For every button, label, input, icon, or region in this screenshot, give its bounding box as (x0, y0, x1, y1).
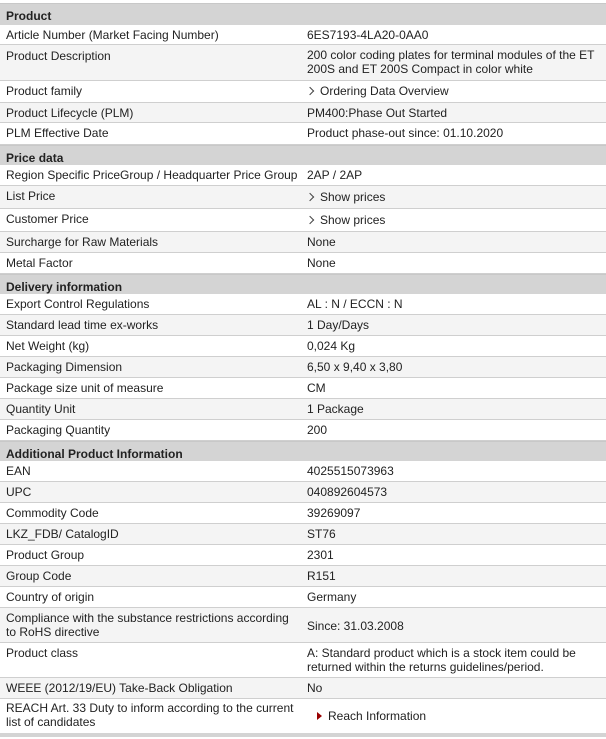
row-value: 2301 (307, 548, 334, 562)
row-label: Compliance with the substance restrictions according to RoHS directive (6, 611, 289, 639)
link-text: Reach Information (328, 709, 427, 723)
row-value: A: Standard product which is a stock item could be returned within the returns guidelines/period. (307, 646, 576, 674)
row-value: 040892604573 (307, 485, 388, 499)
row-net-weight (0, 336, 606, 357)
reach-information-link[interactable] (307, 709, 601, 723)
row-article-number (0, 25, 606, 45)
chevron-right-icon (306, 87, 314, 95)
customer-price-show-prices-link[interactable] (307, 213, 601, 227)
row-value: 6,50 x 9,40 x 3,80 (307, 360, 403, 374)
row-plm-effective-date (0, 123, 606, 145)
link-text: Ordering Data Overview (320, 84, 449, 98)
row-value: PM400:Phase Out Started (307, 106, 448, 120)
row-weee-obligation (0, 678, 606, 699)
row-value: Germany (307, 590, 357, 604)
row-value: 39269097 (307, 506, 361, 520)
row-label: Product class (6, 646, 79, 660)
row-value: 200 (307, 423, 328, 437)
row-value: 1 Package (307, 402, 364, 416)
row-ean (0, 461, 606, 482)
row-value: 2AP / 2AP (307, 168, 363, 182)
row-label: LKZ_FDB/ CatalogID (6, 527, 119, 541)
section-header-product (0, 3, 606, 25)
section-header-additional-product-information (0, 441, 606, 461)
row-list-price (0, 186, 606, 209)
row-catalog-id (0, 524, 606, 545)
row-label: Product Lifecycle (PLM) (6, 106, 134, 120)
section-title: Price data (6, 151, 64, 165)
row-value: 0,024 Kg (307, 339, 356, 353)
triangle-right-icon (317, 712, 322, 720)
row-label: Surcharge for Raw Materials (6, 235, 159, 249)
row-label: UPC (6, 485, 32, 499)
row-value: None (307, 256, 336, 270)
row-upc (0, 482, 606, 503)
table-bottom-border (0, 733, 606, 737)
chevron-right-icon (306, 216, 314, 224)
row-value: 200 color coding plates for terminal modules of the ET 200S and ET 200S Compact in color white (307, 48, 595, 76)
row-product-lifecycle (0, 103, 606, 123)
row-label: Metal Factor (6, 256, 73, 270)
row-value: CM (307, 381, 326, 395)
row-packaging-dimension (0, 357, 606, 378)
row-export-control (0, 294, 606, 315)
row-value: R151 (307, 569, 336, 583)
row-label: EAN (6, 464, 31, 478)
row-value: None (307, 235, 336, 249)
row-value: 1 Day/Days (307, 318, 370, 332)
row-label: Customer Price (6, 212, 89, 226)
row-value: 6ES7193-4LA20-0AA0 (307, 28, 429, 42)
row-standard-lead-time (0, 315, 606, 336)
chevron-right-icon (306, 193, 314, 201)
row-product-group (0, 545, 606, 566)
row-label: Export Control Regulations (6, 297, 150, 311)
row-label: Commodity Code (6, 506, 99, 520)
row-label: Country of origin (6, 590, 95, 604)
row-label: Quantity Unit (6, 402, 76, 416)
row-label: Net Weight (kg) (6, 339, 90, 353)
list-price-show-prices-link[interactable] (307, 190, 601, 204)
row-value: No (307, 681, 323, 695)
row-product-description (0, 45, 606, 81)
row-label: Product Description (6, 49, 111, 63)
row-value: ST76 (307, 527, 336, 541)
row-value: Product phase-out since: 01.10.2020 (307, 126, 504, 140)
ordering-data-overview-link[interactable] (307, 84, 601, 98)
row-quantity-unit (0, 399, 606, 420)
row-label: PLM Effective Date (6, 126, 109, 140)
row-package-size-unit (0, 378, 606, 399)
row-surcharge-raw-materials (0, 232, 606, 253)
row-label: Article Number (Market Facing Number) (6, 28, 219, 42)
row-value: AL : N / ECCN : N (307, 297, 403, 311)
link-text: Show prices (320, 213, 386, 227)
row-value: 4025515073963 (307, 464, 394, 478)
row-value: Since: 31.03.2008 (307, 619, 404, 633)
row-label: Region Specific PriceGroup / Headquarter Price Group (6, 168, 298, 182)
row-country-of-origin (0, 587, 606, 608)
row-rohs-compliance (0, 608, 606, 643)
row-customer-price (0, 209, 606, 232)
row-group-code (0, 566, 606, 587)
section-header-delivery-information (0, 274, 606, 294)
row-label: Packaging Dimension (6, 360, 123, 374)
row-product-class (0, 643, 606, 678)
section-title: Product (6, 9, 52, 23)
row-label: REACH Art. 33 Duty to inform according to the current list of candidates (6, 701, 294, 729)
row-label: Package size unit of measure (6, 381, 164, 395)
row-label: WEEE (2012/19/EU) Take-Back Obligation (6, 681, 233, 695)
link-text: Show prices (320, 190, 386, 204)
row-product-family (0, 81, 606, 103)
row-price-group (0, 165, 606, 186)
row-packaging-quantity (0, 420, 606, 441)
row-metal-factor (0, 253, 606, 274)
row-label: Product family (6, 84, 83, 98)
row-label: List Price (6, 189, 56, 203)
row-label: Standard lead time ex-works (6, 318, 159, 332)
row-label: Packaging Quantity (6, 423, 111, 437)
section-title: Additional Product Information (6, 447, 183, 461)
section-title: Delivery information (6, 280, 123, 294)
row-commodity-code (0, 503, 606, 524)
row-reach-art33 (0, 699, 606, 733)
section-header-price-data (0, 145, 606, 165)
row-label: Group Code (6, 569, 72, 583)
row-label: Product Group (6, 548, 85, 562)
